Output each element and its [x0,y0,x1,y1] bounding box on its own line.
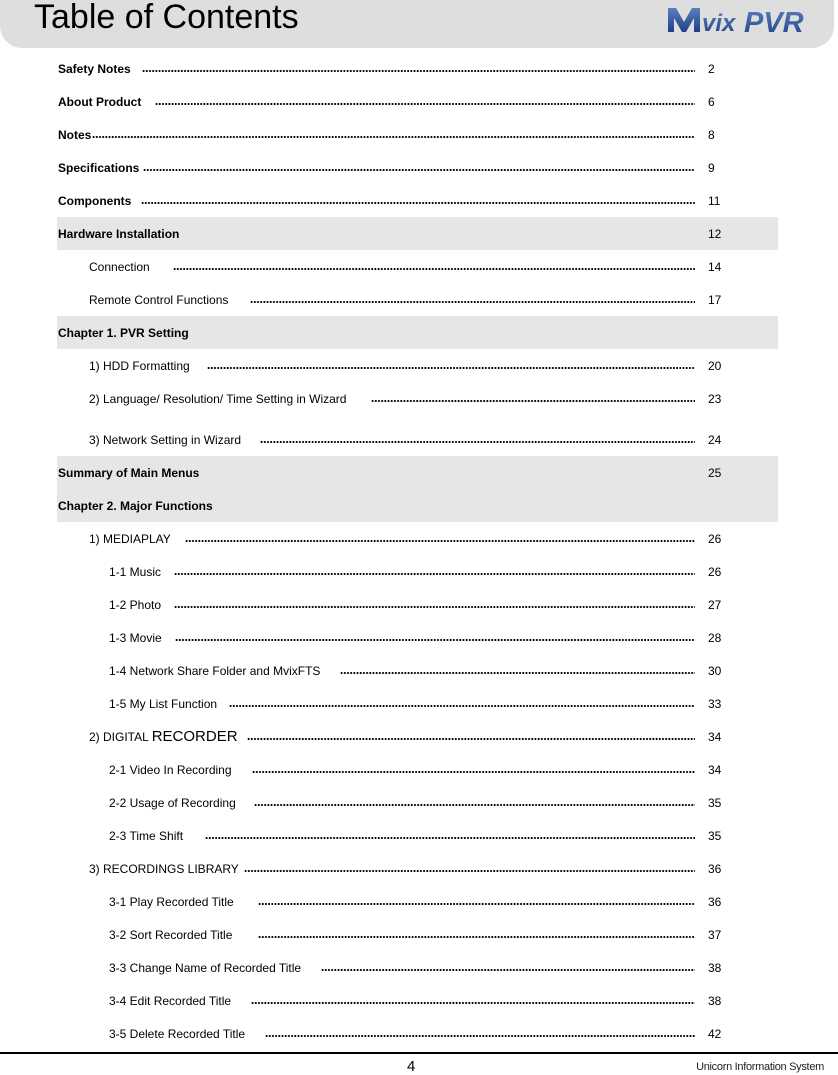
toc-page-number: 26 [708,565,722,579]
toc-page-number: 36 [708,862,722,876]
toc-page-number: 11 [708,194,721,208]
toc-entry-text: 2-3 Time Shift [109,829,184,843]
toc-entry-text: 3) RECORDINGS LIBRARY [89,862,239,876]
toc-row[interactable] [57,184,778,217]
toc-row[interactable] [57,555,778,588]
toc-entry-label [89,293,228,307]
toc-page-number: 17 [708,293,722,307]
page-title: Table of Contents [34,0,299,36]
toc-page-number: 9 [708,161,715,175]
toc-entry-text: Specifications [58,161,140,175]
toc-page-number: 34 [708,730,722,744]
toc-entry-label [109,763,232,777]
dot-leader [254,804,695,806]
toc-entry-text: 1) MEDIAPLAY [89,532,171,546]
toc-entry-text: Chapter 2. Major Functions [58,499,213,513]
toc-entry-label [109,697,217,711]
toc-entry-label [109,565,161,579]
toc-page-number: 12 [708,227,722,241]
toc-row[interactable] [57,423,778,456]
toc-page-number: 24 [708,433,722,447]
toc-entry-label [109,961,301,975]
toc-row[interactable] [57,951,778,984]
toc-entry-label [109,994,231,1008]
svg-text:vix: vix [702,10,736,36]
toc-entry-text: 2-2 Usage of Recording [109,796,236,810]
dot-leader [92,136,695,138]
dot-leader [250,301,695,303]
toc-page-number: 35 [708,829,722,843]
toc-row[interactable] [57,1017,778,1050]
toc-row[interactable] [57,489,778,522]
toc-entry-text: 1-1 Music [109,565,162,579]
toc-row[interactable] [57,349,778,382]
toc-entry-text: 1-3 Movie [109,631,162,645]
toc-row[interactable] [57,118,778,151]
toc-page-number: 20 [708,359,722,373]
toc-entry-text: Connection [89,260,150,274]
toc-row[interactable] [57,151,778,184]
toc-row[interactable] [57,382,778,423]
dot-leader [251,1002,695,1004]
toc-entry-label [109,631,162,645]
toc-entry-label [89,260,150,274]
dot-leader [142,70,695,72]
toc-page-number: 27 [708,598,722,612]
dot-leader [252,771,695,773]
toc-page-number: 2 [708,62,715,76]
mvixpvr-logo [664,2,820,36]
dot-leader [174,606,695,608]
toc-entry-text: Notes [58,128,92,142]
toc-row[interactable] [57,852,778,885]
company-name: Unicorn Information System [696,1061,824,1073]
toc-entry-text: 3-3 Change Name of Recorded Title [109,961,302,975]
toc-page-number: 23 [708,392,722,406]
toc-entry-label [109,829,183,843]
toc-page-number: 30 [708,664,722,678]
dot-leader [155,103,695,105]
toc-row[interactable] [57,283,778,316]
dot-leader [175,639,695,641]
dot-leader [244,870,695,872]
toc-entry-label [58,128,91,142]
toc-entry-text: 3-1 Play Recorded Title [109,895,234,909]
toc-row[interactable] [57,250,778,283]
toc-row[interactable] [57,786,778,819]
toc-row[interactable] [57,588,778,621]
page-number: 4 [407,1058,416,1075]
dot-leader [258,936,695,938]
toc-entry-label [89,862,239,876]
toc-row[interactable] [57,654,778,687]
toc-page-number: 34 [708,763,722,777]
toc-entry-text: About Product [58,95,142,109]
dot-leader [174,573,695,575]
toc-page-number: 25 [708,466,722,480]
toc-entry-text: 1-4 Network Share Folder and MvixFTS [109,664,321,678]
toc-entry-label [58,466,199,480]
toc-page-number: 42 [708,1027,722,1041]
dot-leader [205,837,695,839]
toc-entry-text: 2) DIGITAL [89,730,152,744]
toc-page-number: 36 [708,895,722,909]
toc-row[interactable] [57,522,778,555]
dot-leader [173,268,695,270]
toc-entry-label [109,598,161,612]
toc-row[interactable] [57,621,778,654]
toc-page-number: 26 [708,532,722,546]
dot-leader [141,202,695,204]
toc-row[interactable] [57,720,778,753]
toc-entry-label [58,62,131,76]
dot-leader [321,969,695,971]
toc-entry-text: 3-4 Edit Recorded Title [109,994,232,1008]
dot-leader [260,441,695,443]
toc-row[interactable] [57,316,778,349]
toc-entry-label [58,95,141,109]
header-bar [0,0,834,48]
toc-entry-label [58,227,179,241]
toc-entry-text: 3) Network Setting in Wizard [89,433,242,447]
dot-leader [340,672,695,674]
toc-entry-text: 1-5 My List Function [109,697,218,711]
toc-row[interactable] [57,456,778,489]
toc-entry-label [89,433,241,447]
toc-entry-text: 2) Language/ Resolution/ Time Setting in Wizard [89,392,347,406]
svg-text:PVR: PVR [744,7,804,36]
toc-entry-label [58,161,139,175]
footer-divider [0,1052,838,1054]
toc-page-number: 28 [708,631,722,645]
toc-entry-text: 3-2 Sort Recorded Title [109,928,233,942]
toc-entry-label [58,499,213,513]
toc-row[interactable] [57,918,778,951]
toc-row[interactable] [57,217,778,250]
toc-row[interactable] [57,819,778,852]
toc-page-number: 38 [708,994,722,1008]
toc-page-number: 14 [708,260,722,274]
dot-leader [207,367,695,369]
dot-leader [229,705,695,707]
toc-entry-label [89,392,346,406]
toc-entry-text: 3-5 Delete Recorded Title [109,1027,246,1041]
toc-entry-text: Remote Control Functions [89,293,229,307]
dot-leader [265,1035,695,1037]
toc-entry-label [109,664,320,678]
toc-page-number: 38 [708,961,722,975]
toc-row[interactable] [57,52,778,85]
toc-entry-label [89,359,190,373]
toc-entry-label [58,326,189,340]
toc-entry-text: 1-2 Photo [109,598,162,612]
toc-entry-text: Summary of Main Menus [58,466,200,480]
toc-entry-text: 2-1 Video In Recording [109,763,232,777]
toc-entry-label [109,1027,245,1041]
dot-leader [247,738,695,740]
dot-leader [185,540,695,542]
toc-page-number: 6 [708,95,715,109]
toc-page-number: 33 [708,697,722,711]
toc-page-number: 35 [708,796,722,810]
toc-row[interactable] [57,885,778,918]
dot-leader [258,903,695,905]
toc-row[interactable] [57,85,778,118]
toc-entry-text: 1) HDD Formatting [89,359,190,373]
toc-row[interactable] [57,687,778,720]
toc-row[interactable] [57,753,778,786]
toc-entry-label [89,532,171,546]
toc-entry-text: Components [58,194,132,208]
toc-entry-label [109,928,232,942]
dot-leader [143,169,695,171]
toc-entry-text-large: RECORDER [151,728,238,745]
toc-entry-label [58,194,131,208]
toc-entry-label [89,730,238,744]
toc-entry-text: Safety Notes [58,62,131,76]
toc-page-number: 37 [708,928,722,942]
toc-entry-text: Hardware Installation [58,227,180,241]
toc-page-number: 8 [708,128,715,142]
toc-entry-label [109,895,234,909]
toc-entry-label [109,796,236,810]
dot-leader [371,400,695,402]
toc-entry-text: Chapter 1. PVR Setting [58,326,189,340]
toc-row[interactable] [57,984,778,1017]
